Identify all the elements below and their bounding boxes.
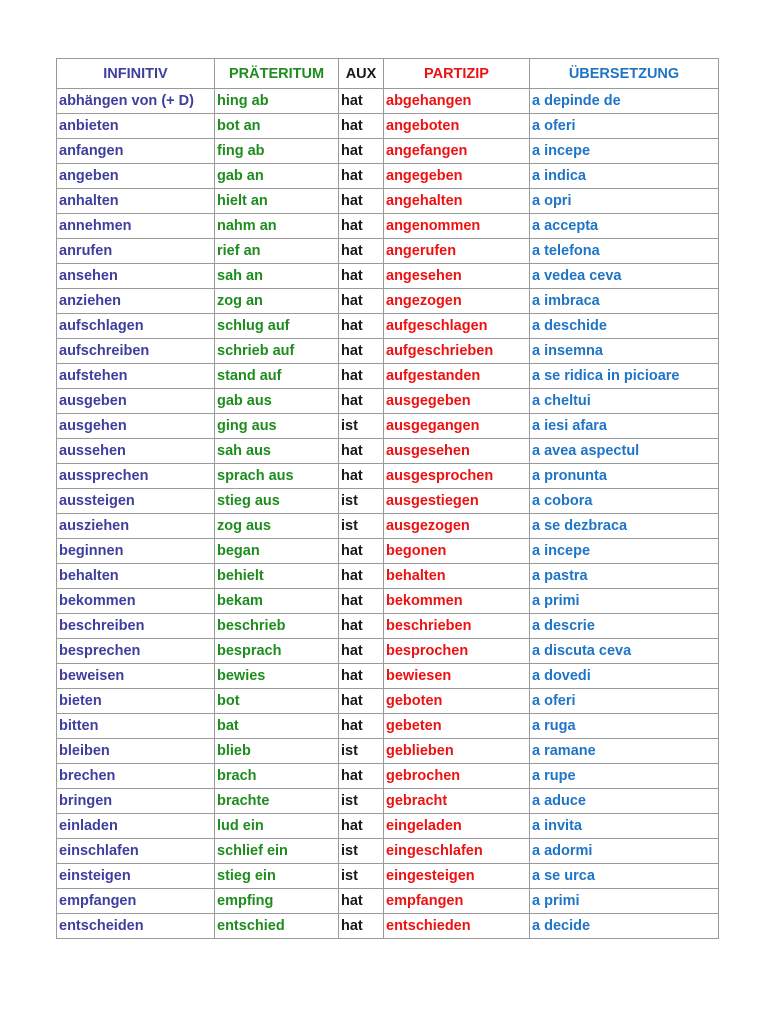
cell-ubersetzung: a primi <box>530 889 719 914</box>
cell-partizip: beschrieben <box>384 614 530 639</box>
verb-table <box>56 58 719 939</box>
cell-infinitiv: beschreiben <box>57 614 215 639</box>
cell-infinitiv: bitten <box>57 714 215 739</box>
cell-prateritum: stieg aus <box>215 489 339 514</box>
cell-prateritum: entschied <box>215 914 339 939</box>
table-row <box>57 889 719 914</box>
cell-ubersetzung: a discuta ceva <box>530 639 719 664</box>
cell-prateritum: fing ab <box>215 139 339 164</box>
cell-prateritum: brach <box>215 764 339 789</box>
cell-aux: hat <box>339 164 384 189</box>
cell-infinitiv: beweisen <box>57 664 215 689</box>
cell-ubersetzung: a oferi <box>530 689 719 714</box>
cell-prateritum: sah an <box>215 264 339 289</box>
cell-aux: hat <box>339 814 384 839</box>
header-prateritum: PRÄTERITUM <box>215 59 339 89</box>
cell-prateritum: schrieb auf <box>215 339 339 364</box>
cell-partizip: aufgestanden <box>384 364 530 389</box>
cell-ubersetzung: a rupe <box>530 764 719 789</box>
cell-ubersetzung: a decide <box>530 914 719 939</box>
cell-ubersetzung: a insemna <box>530 339 719 364</box>
cell-aux: hat <box>339 439 384 464</box>
cell-aux: ist <box>339 864 384 889</box>
cell-prateritum: gab aus <box>215 389 339 414</box>
table-row <box>57 264 719 289</box>
cell-ubersetzung: a adormi <box>530 839 719 864</box>
cell-aux: hat <box>339 339 384 364</box>
cell-prateritum: empfing <box>215 889 339 914</box>
cell-prateritum: hing ab <box>215 89 339 114</box>
cell-infinitiv: abhängen von (+ D) <box>57 89 215 114</box>
table-row <box>57 214 719 239</box>
table-row <box>57 89 719 114</box>
cell-prateritum: stieg ein <box>215 864 339 889</box>
cell-aux: hat <box>339 914 384 939</box>
cell-partizip: geboten <box>384 689 530 714</box>
cell-aux: hat <box>339 139 384 164</box>
table-row <box>57 464 719 489</box>
cell-infinitiv: entscheiden <box>57 914 215 939</box>
cell-prateritum: sah aus <box>215 439 339 464</box>
cell-aux: hat <box>339 689 384 714</box>
cell-ubersetzung: a deschide <box>530 314 719 339</box>
table-row <box>57 839 719 864</box>
cell-ubersetzung: a descrie <box>530 614 719 639</box>
cell-aux: hat <box>339 639 384 664</box>
cell-ubersetzung: a incepe <box>530 139 719 164</box>
cell-aux: hat <box>339 564 384 589</box>
table-row <box>57 814 719 839</box>
table-row <box>57 164 719 189</box>
cell-ubersetzung: a se ridica in picioare <box>530 364 719 389</box>
table-row <box>57 389 719 414</box>
cell-partizip: aufgeschrieben <box>384 339 530 364</box>
cell-aux: hat <box>339 264 384 289</box>
cell-aux: ist <box>339 739 384 764</box>
cell-aux: hat <box>339 714 384 739</box>
cell-partizip: gebeten <box>384 714 530 739</box>
cell-ubersetzung: a pastra <box>530 564 719 589</box>
cell-prateritum: bewies <box>215 664 339 689</box>
cell-prateritum: zog an <box>215 289 339 314</box>
cell-infinitiv: anhalten <box>57 189 215 214</box>
cell-prateritum: sprach aus <box>215 464 339 489</box>
cell-aux: hat <box>339 189 384 214</box>
table-row <box>57 364 719 389</box>
table-row <box>57 639 719 664</box>
cell-ubersetzung: a oferi <box>530 114 719 139</box>
cell-ubersetzung: a cobora <box>530 489 719 514</box>
cell-infinitiv: annehmen <box>57 214 215 239</box>
cell-ubersetzung: a pronunta <box>530 464 719 489</box>
cell-ubersetzung: a se urca <box>530 864 719 889</box>
cell-prateritum: hielt an <box>215 189 339 214</box>
cell-partizip: aufgeschlagen <box>384 314 530 339</box>
cell-partizip: ausgesprochen <box>384 464 530 489</box>
cell-partizip: bekommen <box>384 589 530 614</box>
cell-prateritum: began <box>215 539 339 564</box>
cell-ubersetzung: a ramane <box>530 739 719 764</box>
cell-partizip: begonen <box>384 539 530 564</box>
table-row <box>57 589 719 614</box>
cell-infinitiv: bringen <box>57 789 215 814</box>
cell-partizip: behalten <box>384 564 530 589</box>
cell-aux: hat <box>339 364 384 389</box>
table-row <box>57 439 719 464</box>
cell-infinitiv: ansehen <box>57 264 215 289</box>
table-row <box>57 914 719 939</box>
cell-prateritum: bat <box>215 714 339 739</box>
cell-partizip: angefangen <box>384 139 530 164</box>
header-row <box>57 59 719 89</box>
cell-aux: hat <box>339 314 384 339</box>
cell-infinitiv: aufstehen <box>57 364 215 389</box>
cell-infinitiv: behalten <box>57 564 215 589</box>
cell-partizip: abgehangen <box>384 89 530 114</box>
cell-prateritum: beschrieb <box>215 614 339 639</box>
table-row <box>57 414 719 439</box>
cell-ubersetzung: a indica <box>530 164 719 189</box>
cell-partizip: angenommen <box>384 214 530 239</box>
cell-infinitiv: einsteigen <box>57 864 215 889</box>
cell-partizip: angezogen <box>384 289 530 314</box>
cell-infinitiv: besprechen <box>57 639 215 664</box>
cell-aux: ist <box>339 414 384 439</box>
cell-partizip: gebracht <box>384 789 530 814</box>
cell-infinitiv: aussehen <box>57 439 215 464</box>
cell-ubersetzung: a incepe <box>530 539 719 564</box>
cell-prateritum: ging aus <box>215 414 339 439</box>
table-row <box>57 739 719 764</box>
cell-infinitiv: anfangen <box>57 139 215 164</box>
cell-aux: hat <box>339 539 384 564</box>
cell-ubersetzung: a opri <box>530 189 719 214</box>
cell-partizip: empfangen <box>384 889 530 914</box>
cell-aux: hat <box>339 289 384 314</box>
cell-partizip: geblieben <box>384 739 530 764</box>
cell-infinitiv: ausgeben <box>57 389 215 414</box>
cell-prateritum: blieb <box>215 739 339 764</box>
cell-infinitiv: aufschlagen <box>57 314 215 339</box>
cell-aux: hat <box>339 589 384 614</box>
table-row <box>57 614 719 639</box>
cell-partizip: ausgestiegen <box>384 489 530 514</box>
cell-partizip: bewiesen <box>384 664 530 689</box>
cell-aux: ist <box>339 514 384 539</box>
cell-infinitiv: ausziehen <box>57 514 215 539</box>
cell-infinitiv: bekommen <box>57 589 215 614</box>
cell-ubersetzung: a cheltui <box>530 389 719 414</box>
cell-infinitiv: aussteigen <box>57 489 215 514</box>
table-row <box>57 114 719 139</box>
verb-table-body <box>57 89 719 939</box>
cell-prateritum: behielt <box>215 564 339 589</box>
cell-aux: hat <box>339 214 384 239</box>
cell-prateritum: nahm an <box>215 214 339 239</box>
cell-ubersetzung: a vedea ceva <box>530 264 719 289</box>
cell-partizip: angehalten <box>384 189 530 214</box>
table-row <box>57 289 719 314</box>
table-row <box>57 564 719 589</box>
cell-partizip: gebrochen <box>384 764 530 789</box>
cell-aux: ist <box>339 789 384 814</box>
cell-aux: hat <box>339 464 384 489</box>
cell-aux: ist <box>339 839 384 864</box>
header-ubersetzung: ÜBERSETZUNG <box>530 59 719 89</box>
cell-partizip: angesehen <box>384 264 530 289</box>
table-row <box>57 789 719 814</box>
cell-aux: hat <box>339 764 384 789</box>
table-row <box>57 139 719 164</box>
cell-partizip: angeboten <box>384 114 530 139</box>
cell-prateritum: schlug auf <box>215 314 339 339</box>
cell-infinitiv: aussprechen <box>57 464 215 489</box>
cell-infinitiv: ausgehen <box>57 414 215 439</box>
cell-prateritum: besprach <box>215 639 339 664</box>
cell-partizip: ausgegeben <box>384 389 530 414</box>
table-row <box>57 664 719 689</box>
table-row <box>57 539 719 564</box>
cell-partizip: angerufen <box>384 239 530 264</box>
cell-partizip: eingesteigen <box>384 864 530 889</box>
cell-infinitiv: empfangen <box>57 889 215 914</box>
cell-partizip: ausgegangen <box>384 414 530 439</box>
cell-ubersetzung: a iesi afara <box>530 414 719 439</box>
cell-infinitiv: bleiben <box>57 739 215 764</box>
cell-infinitiv: einschlafen <box>57 839 215 864</box>
cell-ubersetzung: a se dezbraca <box>530 514 719 539</box>
cell-infinitiv: aufschreiben <box>57 339 215 364</box>
cell-partizip: angegeben <box>384 164 530 189</box>
table-row <box>57 189 719 214</box>
cell-ubersetzung: a telefona <box>530 239 719 264</box>
table-row <box>57 689 719 714</box>
table-row <box>57 864 719 889</box>
header-aux: AUX <box>339 59 384 89</box>
cell-partizip: eingeschlafen <box>384 839 530 864</box>
cell-ubersetzung: a invita <box>530 814 719 839</box>
cell-ubersetzung: a aduce <box>530 789 719 814</box>
cell-partizip: ausgesehen <box>384 439 530 464</box>
table-row <box>57 714 719 739</box>
cell-aux: hat <box>339 614 384 639</box>
cell-prateritum: stand auf <box>215 364 339 389</box>
header-infinitiv: INFINITIV <box>57 59 215 89</box>
cell-partizip: entschieden <box>384 914 530 939</box>
cell-aux: hat <box>339 389 384 414</box>
cell-aux: hat <box>339 239 384 264</box>
table-row <box>57 764 719 789</box>
cell-infinitiv: anrufen <box>57 239 215 264</box>
cell-aux: hat <box>339 89 384 114</box>
cell-partizip: eingeladen <box>384 814 530 839</box>
cell-infinitiv: bieten <box>57 689 215 714</box>
cell-ubersetzung: a primi <box>530 589 719 614</box>
cell-ubersetzung: a dovedi <box>530 664 719 689</box>
cell-aux: ist <box>339 489 384 514</box>
cell-infinitiv: angeben <box>57 164 215 189</box>
cell-infinitiv: brechen <box>57 764 215 789</box>
cell-ubersetzung: a imbraca <box>530 289 719 314</box>
table-row <box>57 489 719 514</box>
cell-ubersetzung: a ruga <box>530 714 719 739</box>
table-row <box>57 314 719 339</box>
cell-partizip: ausgezogen <box>384 514 530 539</box>
cell-ubersetzung: a depinde de <box>530 89 719 114</box>
header-partizip: PARTIZIP <box>384 59 530 89</box>
cell-prateritum: brachte <box>215 789 339 814</box>
cell-prateritum: gab an <box>215 164 339 189</box>
cell-prateritum: schlief ein <box>215 839 339 864</box>
table-row <box>57 339 719 364</box>
cell-prateritum: zog aus <box>215 514 339 539</box>
cell-aux: hat <box>339 889 384 914</box>
cell-infinitiv: beginnen <box>57 539 215 564</box>
cell-ubersetzung: a avea aspectul <box>530 439 719 464</box>
cell-prateritum: bot <box>215 689 339 714</box>
cell-ubersetzung: a accepta <box>530 214 719 239</box>
cell-prateritum: lud ein <box>215 814 339 839</box>
cell-prateritum: bot an <box>215 114 339 139</box>
cell-infinitiv: einladen <box>57 814 215 839</box>
cell-aux: hat <box>339 664 384 689</box>
cell-infinitiv: anbieten <box>57 114 215 139</box>
cell-prateritum: rief an <box>215 239 339 264</box>
table-row <box>57 514 719 539</box>
table-row <box>57 239 719 264</box>
cell-prateritum: bekam <box>215 589 339 614</box>
cell-partizip: besprochen <box>384 639 530 664</box>
cell-aux: hat <box>339 114 384 139</box>
cell-infinitiv: anziehen <box>57 289 215 314</box>
